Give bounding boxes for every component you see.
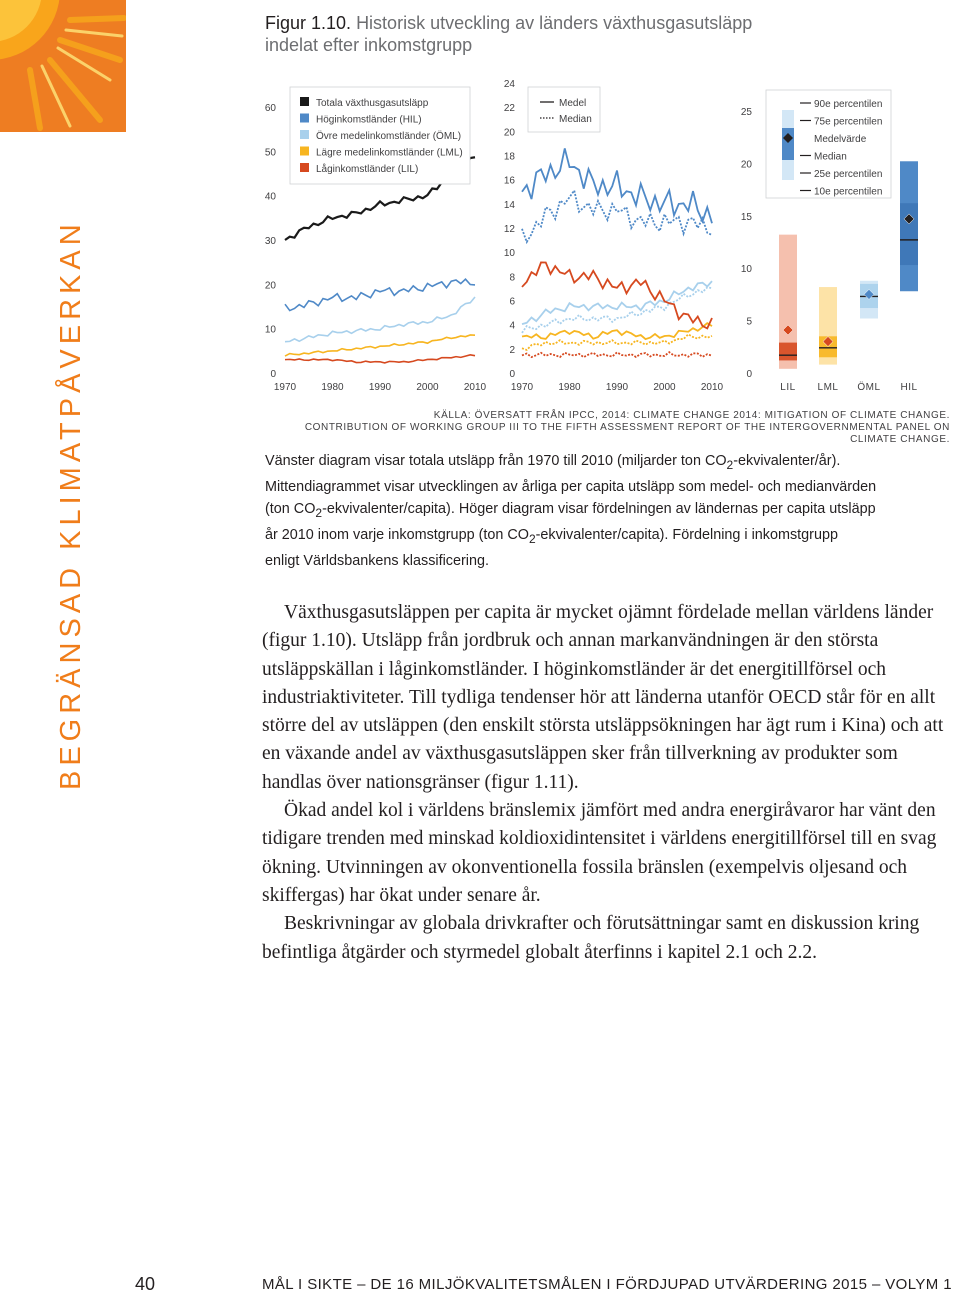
- legend-swatch: [300, 114, 309, 123]
- figure-title-line2: indelat efter inkomstgrupp: [265, 35, 473, 55]
- caption-text: enligt Världsbankens klassificering.: [265, 552, 489, 569]
- x-tick-label: 1980: [321, 382, 344, 393]
- page-number: 40: [135, 1274, 156, 1294]
- source-line1: KÄLLA: ÖVERSATT FRÅN IPCC, 2014: CLIMATE CHANGE 2014: MITIGATION OF CLIMATE CHANGE.: [433, 410, 950, 421]
- y-tick-label: 22: [503, 103, 515, 115]
- legend-swatch: [300, 163, 309, 172]
- series-line: [522, 352, 712, 357]
- y-tick-label: 20: [503, 127, 515, 139]
- category-label: LIL: [780, 382, 796, 393]
- figure-number: Figur 1.10.: [265, 13, 352, 33]
- y-tick-label: 20: [740, 159, 752, 171]
- y-tick-label: 10: [740, 264, 752, 276]
- box-iqr: [900, 203, 918, 265]
- x-tick-label: 2000: [416, 382, 439, 393]
- source-line2: CONTRIBUTION OF WORKING GROUP III TO THE FIFTH ASSESSMENT REPORT OF THE INTERGOVERNMENTAL PANEL ON CLIMATE CHANGE.: [304, 422, 950, 445]
- x-tick-label: 1980: [558, 382, 581, 393]
- legend-label: Median: [814, 151, 847, 163]
- y-tick-label: 25: [740, 106, 752, 118]
- box-iqr: [779, 343, 797, 361]
- figure-title-line1: Historisk utveckling av länders växthusgasutsläpp: [356, 13, 753, 33]
- y-tick-label: 14: [503, 199, 515, 211]
- y-tick-label: 6: [509, 296, 515, 308]
- paragraph: Ökad andel kol i världens bränslemix jämfört med andra energiråvaror har vänt den tidigare trenden med minskad koldioxidintensitet i världens energitillförsel till en svag ökning. Utvinningen av okonventionella fossila bränslen (exempelvis oljesand och skiffergas) har ökat under senare år.: [262, 800, 937, 906]
- legend-label: Övre medelinkomstländer (ÖML): [316, 131, 462, 142]
- caption-subscript: 2: [315, 505, 323, 520]
- right-chart: [741, 90, 918, 393]
- y-tick-label: 10: [503, 248, 515, 260]
- y-tick-label: 30: [264, 236, 276, 247]
- legend-label: Medel: [559, 98, 587, 109]
- y-tick-label: 60: [264, 103, 276, 114]
- category-label: ÖML: [857, 382, 881, 393]
- legend-box-sample: [782, 128, 794, 160]
- legend-label: 25e percentilen: [814, 169, 883, 180]
- y-tick-label: 8: [509, 272, 515, 284]
- left-chart: [265, 87, 487, 393]
- caption-text: Vänster diagram visar totala utsläpp från 1970 till 2010 (miljarder ton CO: [265, 453, 727, 469]
- y-tick-label: 0: [509, 369, 515, 380]
- legend-label: Låginkomstländer (LIL): [316, 164, 419, 175]
- y-tick-label: 16: [503, 175, 515, 187]
- x-tick-label: 1990: [368, 382, 392, 393]
- category-label: HIL: [900, 382, 918, 393]
- y-tick-label: 50: [264, 147, 276, 159]
- series-line: [522, 262, 712, 328]
- figure-caption: [265, 450, 945, 572]
- legend-label: Medelvärde: [814, 134, 867, 145]
- legend-swatch: [300, 97, 309, 106]
- caption-subscript: 2: [528, 531, 536, 546]
- paragraph: Växthusgasutsläppen per capita är mycket ojämnt fördelade mellan världens länder (figur 1.10). Utsläpp från jordbruk och annan markanvändningen är den största utsläppskällan i låginkomstländer. I höginkomstländer är det energitillförsel och industriaktiviteter. Till tydliga tendenser hör att länderna utanför OECD står för en allt större del av utsläppen (den enskilt största utsläppsökningen har ägt rum i Kina) och att en växande andel av växthusgasutsläppen sker från tillverkning av produkter som handlas över nationsgränser (figur 1.11).: [262, 602, 944, 793]
- series-line: [522, 323, 712, 339]
- running-footer: MÅL I SIKTE – DE 16 MILJÖKVALITETSMÅLEN I FÖRDJUPAD UTVÄRDERING 2015 – VOLYM 1: [262, 1276, 952, 1293]
- caption-text: -ekvivalenter/år).: [733, 453, 841, 469]
- caption-subscript: 2: [726, 457, 734, 472]
- y-tick-label: 10: [264, 324, 276, 336]
- x-tick-label: 2000: [653, 382, 676, 393]
- y-tick-label: 40: [264, 191, 276, 203]
- x-tick-label: 2010: [700, 382, 724, 393]
- legend-swatch: [300, 130, 309, 139]
- figure-source: [262, 410, 950, 446]
- legend-label: 10e percentilen: [814, 186, 883, 198]
- series-line: [522, 334, 712, 350]
- body-text: [262, 599, 950, 967]
- paragraph: Beskrivningar av globala drivkrafter och förutsättningar samt en diskussion kring befintliga åtgärder och styrmedel globalt återfinns i kapitel 2.1 och 2.2.: [262, 913, 920, 963]
- caption-text: Mittendiagrammet visar utvecklingen av årliga per capita utsläpp som medel- och medianvärden: [265, 478, 877, 495]
- legend-label: Lägre medelinkomstländer (LML): [316, 147, 463, 159]
- legend-label: 90e percentilen: [814, 99, 883, 110]
- legend-label: Höginkomstländer (HIL): [316, 114, 422, 126]
- section-title-vertical: BEGRÄNSAD KLIMATPÅVERKAN: [55, 219, 87, 790]
- x-tick-label: 1970: [510, 382, 534, 393]
- legend-label: 75e percentilen: [814, 116, 883, 128]
- y-tick-label: 0: [270, 369, 276, 380]
- caption-text: år 2010 inom varje inkomstgrupp (ton CO: [265, 526, 529, 543]
- y-tick-label: 0: [746, 369, 752, 380]
- caption-text: -ekvivalenter/capita). Fördelning i inkomstgrupp: [535, 526, 838, 543]
- x-tick-label: 1970: [273, 382, 297, 393]
- series-line: [285, 355, 475, 363]
- y-tick-label: 15: [740, 211, 752, 223]
- series-line: [285, 297, 475, 342]
- y-tick-label: 5: [746, 316, 752, 328]
- figure-charts: [0, 0, 960, 410]
- series-line: [522, 148, 712, 223]
- middle-chart: [504, 79, 724, 393]
- y-tick-label: 20: [264, 280, 276, 292]
- x-tick-label: 1990: [605, 382, 629, 393]
- caption-text: (ton CO: [265, 500, 316, 517]
- legend-label: Median: [559, 114, 592, 125]
- legend-swatch: [300, 147, 309, 156]
- series-line: [285, 279, 475, 310]
- y-tick-label: 2: [509, 344, 515, 356]
- legend-box: [528, 87, 600, 132]
- y-tick-label: 4: [509, 320, 515, 332]
- x-tick-label: 2010: [463, 382, 487, 393]
- y-tick-label: 24: [503, 79, 515, 90]
- caption-text: -ekvivalenter/capita). Höger diagram visar fördelningen av ländernas per capita utsläpp: [322, 500, 876, 517]
- series-line: [522, 190, 712, 242]
- legend-label: Totala växthusgasutsläpp: [316, 98, 429, 109]
- category-label: LML: [817, 382, 839, 393]
- y-tick-label: 12: [503, 224, 515, 235]
- y-tick-label: 18: [503, 151, 515, 163]
